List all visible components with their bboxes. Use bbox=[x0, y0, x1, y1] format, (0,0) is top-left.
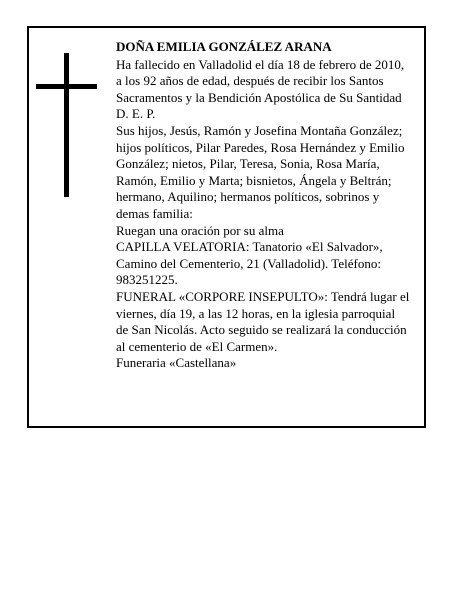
text-line: al cementerio de «El Carmen». bbox=[116, 338, 278, 354]
obituary-text bbox=[116, 39, 428, 372]
text-line: de San Nicolás. Acto seguido se realizará la conducción bbox=[116, 322, 407, 338]
text-line: González; nietos, Pilar, Teresa, Sonia, Rosa María, bbox=[116, 156, 380, 172]
cross-horizontal-bar bbox=[36, 84, 97, 89]
chapel-line: CAPILLA VELATORIA: Tanatorio «El Salvador», bbox=[116, 239, 383, 255]
phone-line: 983251225. bbox=[116, 272, 178, 288]
text-line: hermano, Aquilino; hermanos políticos, sobrinos y bbox=[116, 189, 380, 205]
text-line: Ramón, Emilio y Marta; bisnietos, Ángela y Beltrán; bbox=[116, 172, 392, 188]
text-line: hijos políticos, Pilar Paredes, Rosa Hernández y Emilio bbox=[116, 139, 405, 155]
deceased-name: DOÑA EMILIA GONZÁLEZ ARANA bbox=[116, 39, 332, 54]
text-line: demas familia: bbox=[116, 205, 193, 221]
text-line: Camino del Cementerio, 21 (Valladolid). Teléfono: bbox=[116, 255, 381, 271]
cross-vertical-bar bbox=[64, 53, 69, 197]
text-line: Sus hijos, Jesús, Ramón y Josefina Montaña González; bbox=[116, 122, 403, 138]
prayer-line: Ruegan una oración por su alma bbox=[116, 222, 284, 238]
text-line: Sacramentos y la Bendición Apostólica de Su Santidad bbox=[116, 89, 402, 105]
text-line: Ha fallecido en Valladolid el día 18 de febrero de 2010, bbox=[116, 56, 405, 72]
text-line: viernes, día 19, a las 12 horas, en la iglesia parroquial bbox=[116, 305, 396, 321]
funeral-line: FUNERAL «CORPORE INSEPULTO»: Tendrá lugar el bbox=[116, 288, 410, 304]
rip-line: D. E. P. bbox=[116, 106, 156, 122]
funeral-home-line: Funeraria «Castellana» bbox=[116, 355, 237, 371]
text-line: a los 92 años de edad, después de recibir los Santos bbox=[116, 73, 384, 89]
